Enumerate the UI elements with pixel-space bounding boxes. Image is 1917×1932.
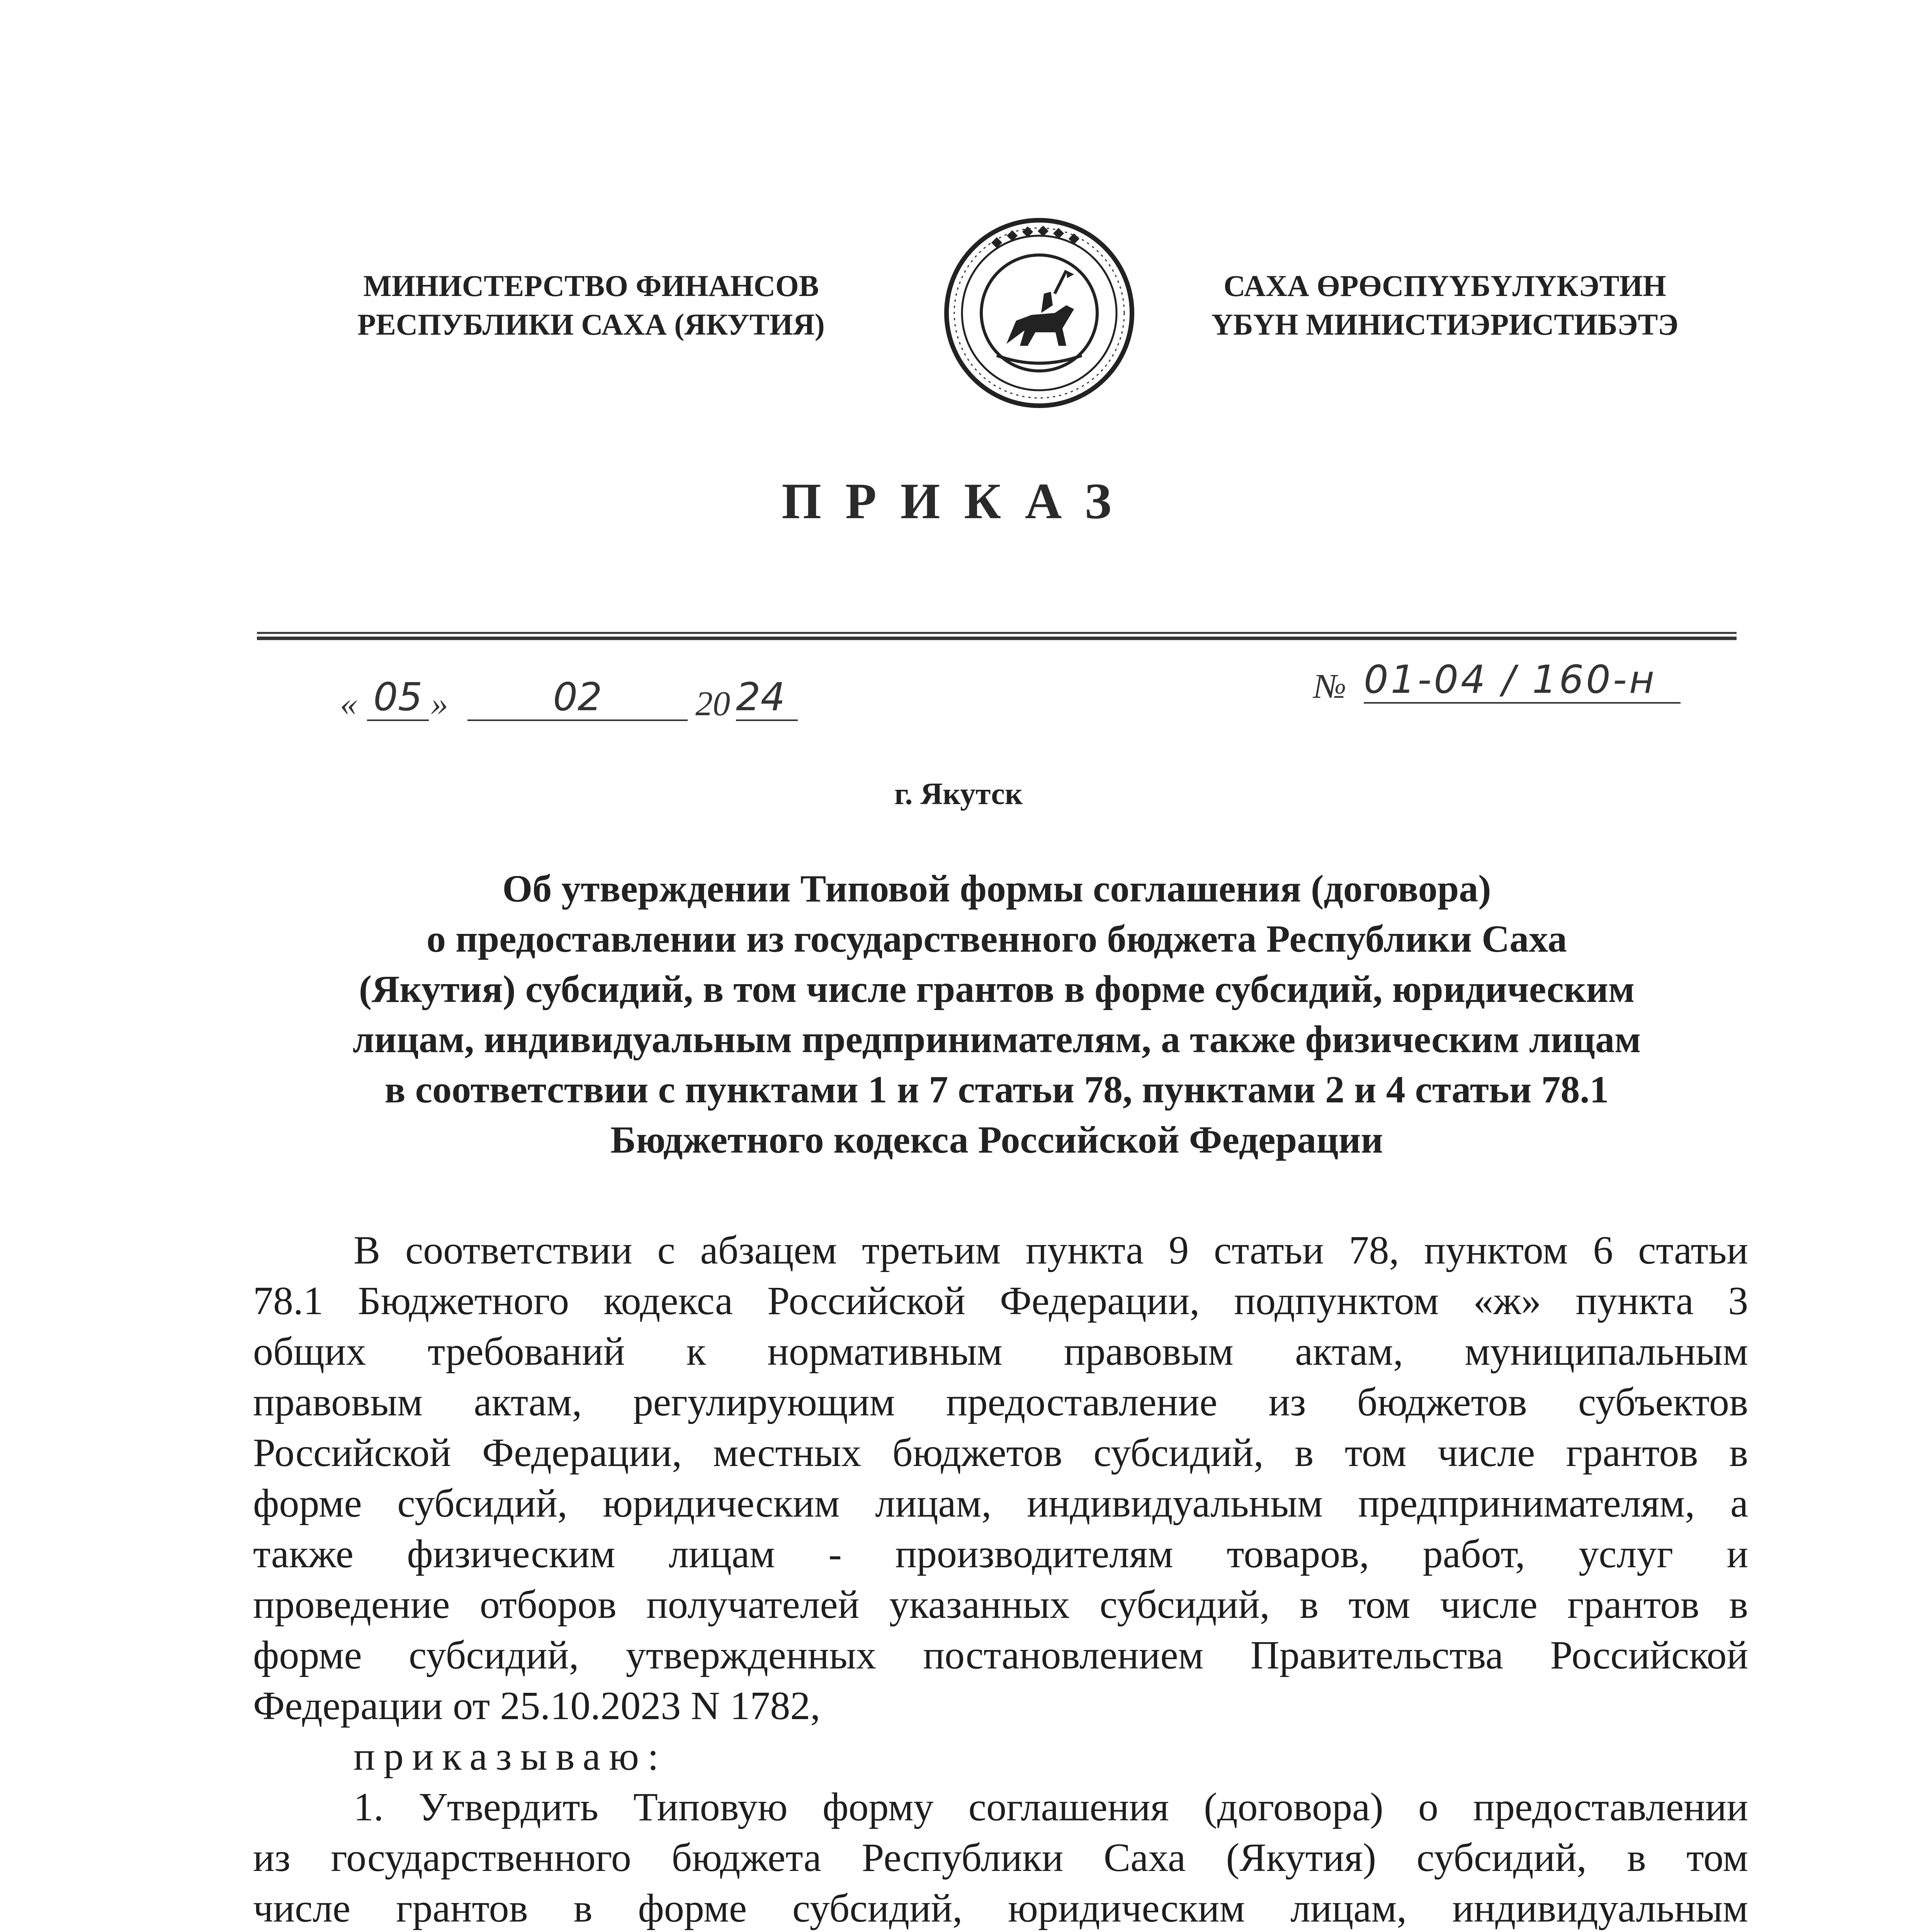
ministry-name-sah: [1117, 267, 1773, 344]
item-1-line: из государственного бюджета Республики Саха (Якутия) субсидий, в том: [253, 1835, 1748, 1880]
document-title: [247, 864, 1746, 1165]
title-line: Об утверждении Типовой формы соглашения (договора): [502, 867, 1491, 910]
preamble-line: Федерации от 25.10.2023 N 1782,: [253, 1684, 821, 1728]
preamble-line: В соответствии с абзацем третьим пункта 9 статьи 78, пунктом 6 статьи: [353, 1228, 1748, 1272]
preamble-line: общих требований к нормативным правовым актам, муниципальным: [253, 1329, 1748, 1374]
city-label: г. Якутск: [894, 777, 1023, 811]
ministry-sah-line-2: ҮБҮН МИНИСТИЭРИСТИБЭТЭ: [1211, 308, 1679, 341]
title-line: о предоставлении из государственного бюджета Республики Саха: [426, 917, 1567, 960]
ministry-ru-line-1: МИНИСТЕРСТВО ФИНАНСОВ: [363, 269, 819, 303]
preamble-line: 78.1 Бюджетного кодекса Российской Федерации, подпунктом «ж» пункта 3: [253, 1279, 1748, 1323]
date-open-quote: «: [340, 685, 357, 723]
preamble-line: также физическим лицам - производителям товаров, работ, услуг и: [253, 1532, 1748, 1576]
date-day: 05: [367, 674, 429, 721]
header-divider: [257, 631, 1737, 641]
item-1-line: числе грантов в форме субсидий, юридическим лицам, индивидуальным: [253, 1886, 1748, 1930]
item-1-line: 1. Утвердить Типовую форму соглашения (договора) о предоставлении: [353, 1785, 1748, 1829]
title-line: (Якутия) субсидий, в том числе грантов в форме субсидий, юридическим: [359, 968, 1635, 1010]
number-prefix: №: [1314, 667, 1346, 706]
document-number: 01-04 / 160-н: [1364, 657, 1681, 704]
ministry-ru-line-2: РЕСПУБЛИКИ САХА (ЯКУТИЯ): [357, 308, 825, 341]
ministry-name-ru: [282, 267, 900, 344]
title-line: лицам, индивидуальным предпринимателям, а также физическим лицам: [352, 1018, 1641, 1061]
preamble-line: форме субсидий, юридическим лицам, индивидуальным предпринимателям, а: [253, 1481, 1748, 1526]
preamble-line: Российской Федерации, местных бюджетов субсидий, в том числе грантов в: [253, 1430, 1748, 1475]
coat-of-arms-yakutia-icon: [943, 216, 1136, 410]
preamble-line: проведение отборов получателей указанных субсидий, в том числе грантов в: [253, 1582, 1748, 1627]
date-month: 02: [467, 674, 688, 721]
preamble-line: форме субсидий, утвержденных постановлением Правительства Российской: [253, 1633, 1748, 1677]
order-word: приказываю:: [353, 1734, 667, 1779]
title-line: в соответствии с пунктами 1 и 7 статьи 78, пунктами 2 и 4 статьи 78.1: [384, 1068, 1609, 1111]
date-year-suffix: 24: [736, 674, 798, 721]
document-type-heading: ПРИКАЗ: [782, 473, 1135, 529]
title-line: Бюджетного кодекса Российской Федерации: [610, 1118, 1383, 1161]
document-body: [253, 1225, 1748, 1932]
preamble-line: правовым актам, регулирующим предоставление из бюджетов субъектов: [253, 1380, 1748, 1424]
date-close-quote: »: [431, 685, 448, 723]
ministry-sah-line-1: САХА ӨРӨСПҮҮБҮЛҮКЭТИН: [1224, 269, 1666, 303]
date-year-prefix: 20: [695, 685, 730, 723]
